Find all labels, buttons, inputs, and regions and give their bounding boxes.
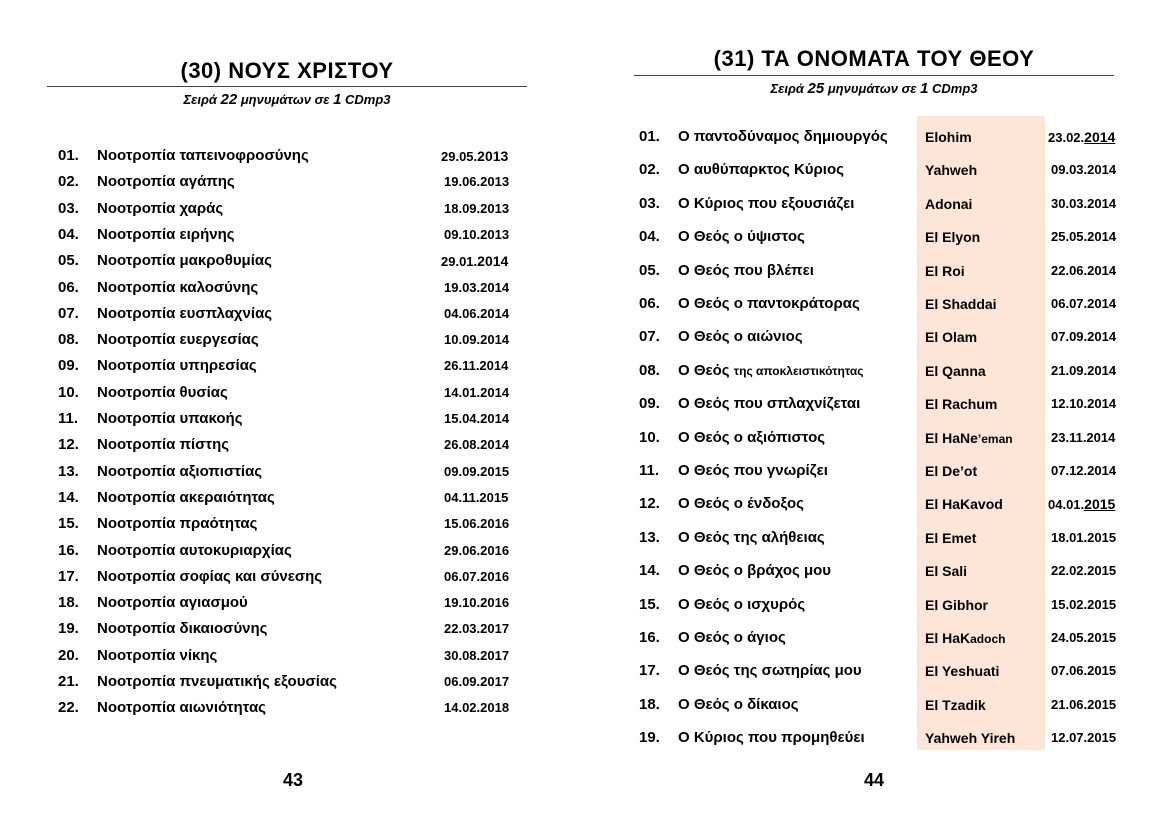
list-item [0, 197, 584, 221]
list-item [584, 693, 1169, 717]
item-date: 19.10.2016 [444, 595, 510, 611]
message-count: 25 [807, 80, 825, 97]
list-item [584, 325, 1169, 349]
item-title: Νοοτροπία πραότητας [97, 515, 258, 533]
list-item [0, 249, 584, 273]
subtitle-suffix: CDmp3 [341, 92, 391, 107]
item-number: 09. [58, 357, 79, 375]
list-item [0, 644, 584, 668]
item-title: Ο παντοδύναμος δημιουργός [678, 128, 888, 145]
item-number: 07. [639, 328, 660, 346]
item-number: 01. [639, 128, 660, 145]
item-date: 04.06.2014 [444, 305, 510, 321]
item-date: 24.05.2015 [1051, 630, 1117, 645]
item-title: Νοοτροπία σοφίας και σύνεσης [97, 567, 323, 585]
item-date: 14.01.2014 [444, 384, 510, 400]
item-number: 19. [58, 620, 79, 638]
list-item [584, 726, 1169, 750]
item-date: 23.11.2014 [1051, 429, 1116, 445]
item-title: Ο Θεός που γνωρίζει [678, 462, 828, 479]
date-day-month: 04.01. [1048, 497, 1085, 513]
item-title: Ο Θεός της αλήθειας [678, 528, 825, 546]
item-title: Ο αυθύπαρκτος Κύριος [678, 161, 844, 179]
list-item [584, 192, 1169, 216]
item-title: Νοοτροπία αγιασμού [97, 594, 248, 612]
list-item [0, 539, 584, 563]
list-item [584, 492, 1169, 516]
list-item [0, 144, 584, 168]
item-title: Νοοτροπία ακεραιότητας [97, 488, 275, 506]
item-number: 08. [58, 331, 79, 349]
item-title: Ο Θεός ο αξιόπιστος [678, 428, 826, 446]
hebrew-name: El De’ot [925, 463, 978, 479]
item-title: Ο Θεός που βλέπει [678, 261, 814, 279]
item-date: 18.09.2013 [444, 200, 510, 216]
item-title: Ο Κύριος που προμηθεύει [678, 729, 865, 747]
item-title: Νοοτροπία αιωνιότητας [97, 699, 266, 717]
item-title: Νοοτροπία αυτοκυριαρχίας [97, 541, 292, 559]
item-date: 21.06.2015 [1051, 696, 1117, 712]
item-date: 30.03.2014 [1051, 195, 1117, 211]
hebrew-name: El Sali [925, 563, 968, 580]
item-number: 10. [639, 428, 660, 446]
item-title: Νοοτροπία νίκης [97, 646, 218, 664]
item-title: Νοοτροπία αξιοπιστίας [97, 462, 263, 480]
item-title: Ο Κύριος που εξουσιάζει [678, 194, 855, 212]
list-item [0, 617, 584, 641]
date-year: 2014 [477, 253, 509, 270]
list-item [584, 259, 1169, 283]
cd-count: 1 [920, 80, 929, 97]
item-date [441, 249, 508, 274]
item-date: 09.10.2013 [444, 226, 510, 242]
item-date: 15.06.2016 [444, 516, 510, 532]
item-title: Νοοτροπία καλοσύνης [97, 278, 259, 296]
item-number: 05. [58, 252, 79, 270]
hebrew-name: El HaKavod [925, 496, 1003, 513]
item-date: 06.07.2014 [1051, 296, 1117, 311]
item-date: 06.09.2017 [444, 674, 510, 689]
item-date: 25.05.2014 [1051, 229, 1117, 245]
item-number: 14. [639, 562, 660, 580]
item-title: Νοοτροπία ευσπλαχνίας [97, 304, 273, 322]
list-item [0, 302, 584, 326]
item-date: 09.03.2014 [1051, 162, 1117, 178]
subtitle-prefix: Σειρά [183, 92, 221, 107]
item-number: 12. [58, 436, 79, 454]
item-number: 13. [58, 462, 79, 480]
hebrew-name-small: adoch [970, 632, 1006, 646]
list-item [584, 459, 1169, 483]
item-date: 18.01.2015 [1051, 529, 1117, 545]
message-count: 22 [220, 91, 238, 108]
item-title: Νοοτροπία χαράς [97, 199, 224, 217]
item-title: Ο Θεός ο ύψιστος [678, 228, 805, 246]
item-title: Ο Θεός ο ένδοξος [678, 495, 804, 513]
date-day-month: 23.02. [1048, 130, 1085, 145]
item-date: 22.06.2014 [1051, 262, 1117, 278]
hebrew-name-main: El HaNe [925, 429, 978, 446]
title-underline [634, 75, 1114, 76]
item-date: 21.09.2014 [1051, 362, 1117, 378]
item-number: 22. [58, 699, 79, 717]
item-date [1048, 125, 1115, 150]
cd-count: 1 [333, 91, 342, 108]
page-number: 43 [283, 770, 304, 790]
item-number: 09. [639, 395, 660, 413]
item-title: Ο Θεός που σπλαχνίζεται [678, 395, 861, 413]
item-title: Ο Θεός της σωτηρίας μου [678, 662, 862, 680]
item-date: 29.06.2016 [444, 542, 510, 558]
item-title: Νοοτροπία ταπεινοφροσύνης [97, 147, 309, 164]
item-number: 17. [639, 662, 660, 680]
hebrew-name: Adonai [925, 195, 973, 212]
list-item [584, 125, 1169, 149]
right-page [584, 0, 1169, 826]
item-number: 06. [639, 295, 660, 312]
list-item [584, 593, 1169, 617]
item-title: Νοοτροπία υπηρεσίας [97, 357, 257, 375]
item-number: 10. [58, 383, 79, 401]
item-title: Νοοτροπία μακροθυμίας [97, 252, 272, 270]
item-title: Ο Θεός ο δίκαιος [678, 695, 799, 713]
item-title: Ο Θεός ο ισχυρός [678, 595, 806, 613]
item-date: 19.06.2013 [444, 174, 510, 190]
subtitle-prefix: Σειρά [770, 81, 808, 96]
item-title: Νοοτροπία πίστης [97, 436, 230, 454]
item-title-main: Ο Θεός [678, 361, 734, 379]
item-date: 07.06.2015 [1051, 663, 1117, 679]
item-date: 22.02.2015 [1051, 563, 1117, 579]
date-year: 2014 [1084, 129, 1116, 145]
item-number: 02. [58, 173, 79, 191]
item-number: 15. [58, 515, 79, 533]
item-title: Νοοτροπία δικαιοσύνης [97, 620, 268, 638]
hebrew-name [925, 426, 1013, 451]
hebrew-name: El Qanna [925, 362, 986, 379]
item-number: 16. [639, 629, 660, 646]
date-year: 2015 [1084, 496, 1116, 513]
item-date: 09.09.2015 [444, 463, 510, 479]
item-number: 13. [639, 528, 660, 546]
item-number: 21. [58, 673, 79, 690]
hebrew-name: El Elyon [925, 229, 981, 246]
hebrew-name-main: El HaK [925, 630, 971, 646]
item-title: Ο Θεός ο βράχος μου [678, 562, 832, 580]
list-item [0, 591, 584, 615]
item-number: 02. [639, 161, 660, 179]
list-item [584, 659, 1169, 683]
list-item [0, 670, 584, 694]
list-item [0, 696, 584, 720]
hebrew-name [925, 626, 1005, 651]
left-page [0, 0, 584, 826]
hebrew-name: Yahweh Yireh [925, 730, 1016, 747]
item-date: 07.09.2014 [1051, 329, 1117, 345]
item-title: Νοοτροπία θυσίας [97, 383, 228, 401]
item-date: 15.02.2015 [1051, 596, 1117, 612]
item-number: 18. [639, 695, 660, 713]
series-subtitle [47, 91, 527, 108]
list-item [0, 328, 584, 352]
list-item [584, 559, 1169, 583]
item-number: 19. [639, 729, 660, 747]
list-item [0, 486, 584, 510]
item-number: 18. [58, 594, 79, 612]
list-item [0, 565, 584, 589]
item-number: 17. [58, 567, 79, 585]
item-date: 12.10.2014 [1051, 396, 1117, 412]
item-title-small: της αποκλειστικότητας [733, 363, 864, 378]
item-date [441, 144, 508, 169]
item-title: Ο Θεός ο παντοκράτορας [678, 295, 860, 312]
page-number: 44 [864, 770, 885, 790]
list-item [0, 223, 584, 247]
item-number: 11. [639, 462, 660, 479]
item-number: 20. [58, 646, 79, 664]
hebrew-name: El Shaddai [925, 296, 997, 312]
item-number: 06. [58, 278, 79, 296]
list-item [0, 354, 584, 378]
hebrew-name: El Tzadik [925, 696, 986, 713]
item-title: Ο Θεός ο άγιος [678, 629, 786, 646]
page-title: (31) ΤΑ ΟΝΟΜΑΤΑ ΤΟΥ ΘΕΟΥ [713, 46, 1035, 71]
list-item [0, 381, 584, 405]
item-number: 12. [639, 495, 660, 513]
list-item [584, 292, 1169, 316]
item-date: 15.04.2014 [444, 411, 510, 426]
item-number: 16. [58, 541, 79, 559]
list-item [0, 433, 584, 457]
hebrew-name: Yahweh [925, 162, 978, 179]
item-number: 01. [58, 147, 79, 164]
title-underline [47, 86, 527, 87]
item-date: 26.08.2014 [444, 437, 510, 453]
item-title: Νοοτροπία πνευματικής εξουσίας [97, 673, 337, 690]
list-item [0, 407, 584, 431]
hebrew-name: El Olam [925, 329, 978, 346]
list-item [584, 426, 1169, 450]
list-item [584, 158, 1169, 182]
item-number: 04. [58, 225, 79, 243]
subtitle-middle: μηνυμάτων σε [824, 81, 921, 96]
item-number: 07. [58, 304, 79, 322]
date-year: 2013 [477, 148, 509, 164]
subtitle-suffix: CDmp3 [928, 81, 978, 96]
list-item [0, 170, 584, 194]
series-subtitle [634, 80, 1114, 97]
item-title: Νοοτροπία υπακοής [97, 410, 243, 427]
list-item [584, 626, 1169, 650]
item-number: 03. [639, 194, 660, 212]
item-date: 07.12.2014 [1051, 463, 1117, 478]
item-date: 22.03.2017 [444, 621, 510, 637]
item-date [1048, 492, 1115, 517]
item-number: 11. [58, 410, 79, 427]
item-date: 30.08.2017 [444, 647, 510, 663]
list-item [584, 392, 1169, 416]
hebrew-name: El Emet [925, 529, 977, 546]
item-title: Ο Θεός ο αιώνιος [678, 328, 803, 346]
page-title: (30) ΝΟΥΣ ΧΡΙΣΤΟΥ [180, 58, 394, 83]
list-item [0, 276, 584, 300]
item-date: 26.11.2014 [444, 358, 509, 374]
subtitle-middle: μηνυμάτων σε [237, 92, 334, 107]
hebrew-name: El Rachum [925, 396, 998, 413]
item-number: 14. [58, 488, 79, 506]
item-date: 19.03.2014 [444, 279, 510, 295]
item-title [678, 359, 864, 383]
hebrew-name: El Gibhor [925, 596, 988, 613]
item-title: Νοοτροπία ειρήνης [97, 225, 235, 243]
item-number: 04. [639, 228, 660, 246]
item-date: 06.07.2016 [444, 568, 510, 584]
date-day-month: 29.01. [441, 254, 478, 270]
hebrew-name: El Yeshuati [925, 663, 1000, 680]
list-item [0, 460, 584, 484]
list-item [584, 225, 1169, 249]
item-number: 15. [639, 595, 660, 613]
hebrew-name: El Roi [925, 262, 965, 279]
hebrew-name: Elohim [925, 129, 972, 145]
item-date: 04.11.2015 [444, 489, 509, 505]
item-title: Νοοτροπία ευεργεσίας [97, 331, 259, 349]
item-date: 12.07.2015 [1051, 730, 1117, 746]
item-number: 05. [639, 261, 660, 279]
item-title: Νοοτροπία αγάπης [97, 173, 235, 191]
hebrew-name-small: ’eman [977, 431, 1013, 446]
date-day-month: 29.05. [441, 149, 478, 164]
item-number: 08. [639, 361, 660, 379]
list-item [0, 512, 584, 536]
item-date: 14.02.2018 [444, 700, 510, 716]
item-number: 03. [58, 199, 79, 217]
item-date: 10.09.2014 [444, 332, 510, 348]
list-item [584, 359, 1169, 383]
list-item [584, 526, 1169, 550]
